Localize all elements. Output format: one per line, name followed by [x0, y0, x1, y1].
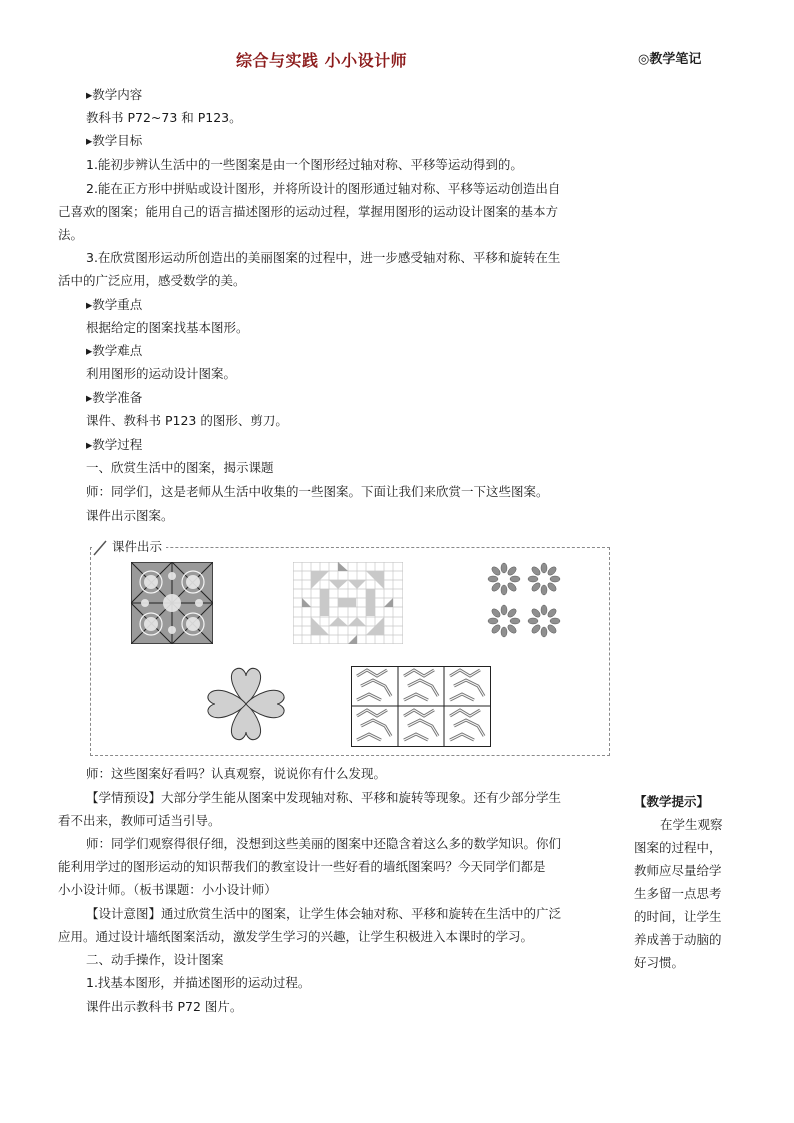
section-heading-key: ▸教学重点: [86, 297, 143, 312]
step-2-1: 1.找基本图形，并描述图形的运动过程。: [86, 975, 311, 990]
teaching-tip: [634, 790, 768, 974]
preset-line-2: 看不出来，教师可适当引导。: [58, 813, 221, 828]
prep-text: 课件、教科书 P123 的图形、剪刀。: [86, 413, 288, 428]
teacher-line-2-b: 能利用学过的图形运动的知识帮我们的教室设计一些好看的墙纸图案吗？今天同学们都是: [58, 859, 546, 874]
teacher-line-2-c: 小小设计师。（板书课题：小小设计师）: [58, 882, 277, 897]
teaching-tip-line: 养成善于动脑的: [634, 932, 722, 947]
teaching-tip-heading: 【教学提示】: [634, 794, 710, 809]
teacher-line-2-a: 师：同学们观察得很仔细，没想到这些美丽的图案中还隐含着这么多的数学知识。你们: [86, 836, 562, 851]
process-step-2-heading: 二、动手操作，设计图案: [86, 952, 224, 967]
grid-triangle-pattern: [293, 562, 403, 644]
teacher-question: 师：这些图案好看吗？认真观察，说说你有什么发现。: [86, 766, 387, 781]
key-text: 根据给定的图案找基本图形。: [86, 320, 249, 335]
process-step-1-heading: 一、欣赏生活中的图案，揭示课题: [86, 460, 274, 475]
heart-clover-pattern: [203, 666, 289, 742]
notes-heading: ◎教学笔记: [638, 52, 702, 67]
courseware-line: 课件出示图案。: [86, 508, 174, 523]
teacher-line-1: 师：同学们，这是老师从生活中收集的一些图案。下面让我们来欣赏一下这些图案。: [86, 484, 549, 499]
figure-label-text: 课件出示: [112, 539, 163, 554]
interlock-tile-pattern: [351, 666, 491, 747]
goal-2-line-2: 己喜欢的图案；能用自己的语言描述图形的运动过程，掌握用图形的运动设计图案的基本方: [58, 204, 559, 219]
teaching-tip-line: 教师应尽量给学: [634, 863, 722, 878]
courseware-line-2: 课件出示教科书 P72 图片。: [86, 999, 243, 1014]
ellipse-flower-pattern: [484, 562, 564, 644]
preset-line-1: 【学情预设】大部分学生能从图案中发现轴对称、平移和旋转等现象。还有少部分学生: [86, 790, 562, 805]
goal-3-line-2: 活中的广泛应用，感受数学的美。: [58, 273, 246, 288]
section-heading-process: ▸教学过程: [86, 437, 143, 452]
teaching-tip-line: 的时间，让学生: [634, 909, 722, 924]
difficulty-text: 利用图形的运动设计图案。: [86, 366, 237, 381]
teaching-tip-line: 生多留一点思考: [634, 886, 722, 901]
section-heading-goals: ▸教学目标: [86, 133, 143, 148]
lace-square-pattern: [131, 562, 213, 644]
design-intent-line-1: 【设计意图】通过欣赏生活中的图案，让学生体会轴对称、平移和旋转在生活中的广泛: [86, 906, 562, 921]
section-heading-difficulty: ▸教学难点: [86, 343, 143, 358]
teaching-tip-line: 好习惯。: [634, 955, 685, 970]
goal-1: 1.能初步辨认生活中的一些图案是由一个图形经过轴对称、平移等运动得到的。: [86, 157, 523, 172]
section-heading-content: ▸教学内容: [86, 87, 143, 102]
label-corner-icon: [92, 537, 110, 557]
content-text: 教科书 P72~73 和 P123。: [86, 110, 242, 125]
goal-2-line-1: 2.能在正方形中拼贴或设计图形，并将所设计的图形通过轴对称、平移等运动创造出自: [86, 181, 561, 196]
teaching-tip-line: 图案的过程中，: [634, 840, 722, 855]
design-intent-line-2: 应用。通过设计墙纸图案活动，激发学生学习的兴趣，让学生积极进入本课时的学习。: [58, 929, 534, 944]
goal-3-line-1: 3.在欣赏图形运动所创造出的美丽图案的过程中，进一步感受轴对称、平移和旋转在生: [86, 250, 561, 265]
teaching-tip-line: 在学生观察: [660, 817, 723, 832]
section-heading-prep: ▸教学准备: [86, 390, 143, 405]
page-title: 综合与实践 小小设计师: [236, 51, 408, 70]
goal-2-line-3: 法。: [58, 227, 84, 242]
figure-label: [92, 537, 166, 557]
